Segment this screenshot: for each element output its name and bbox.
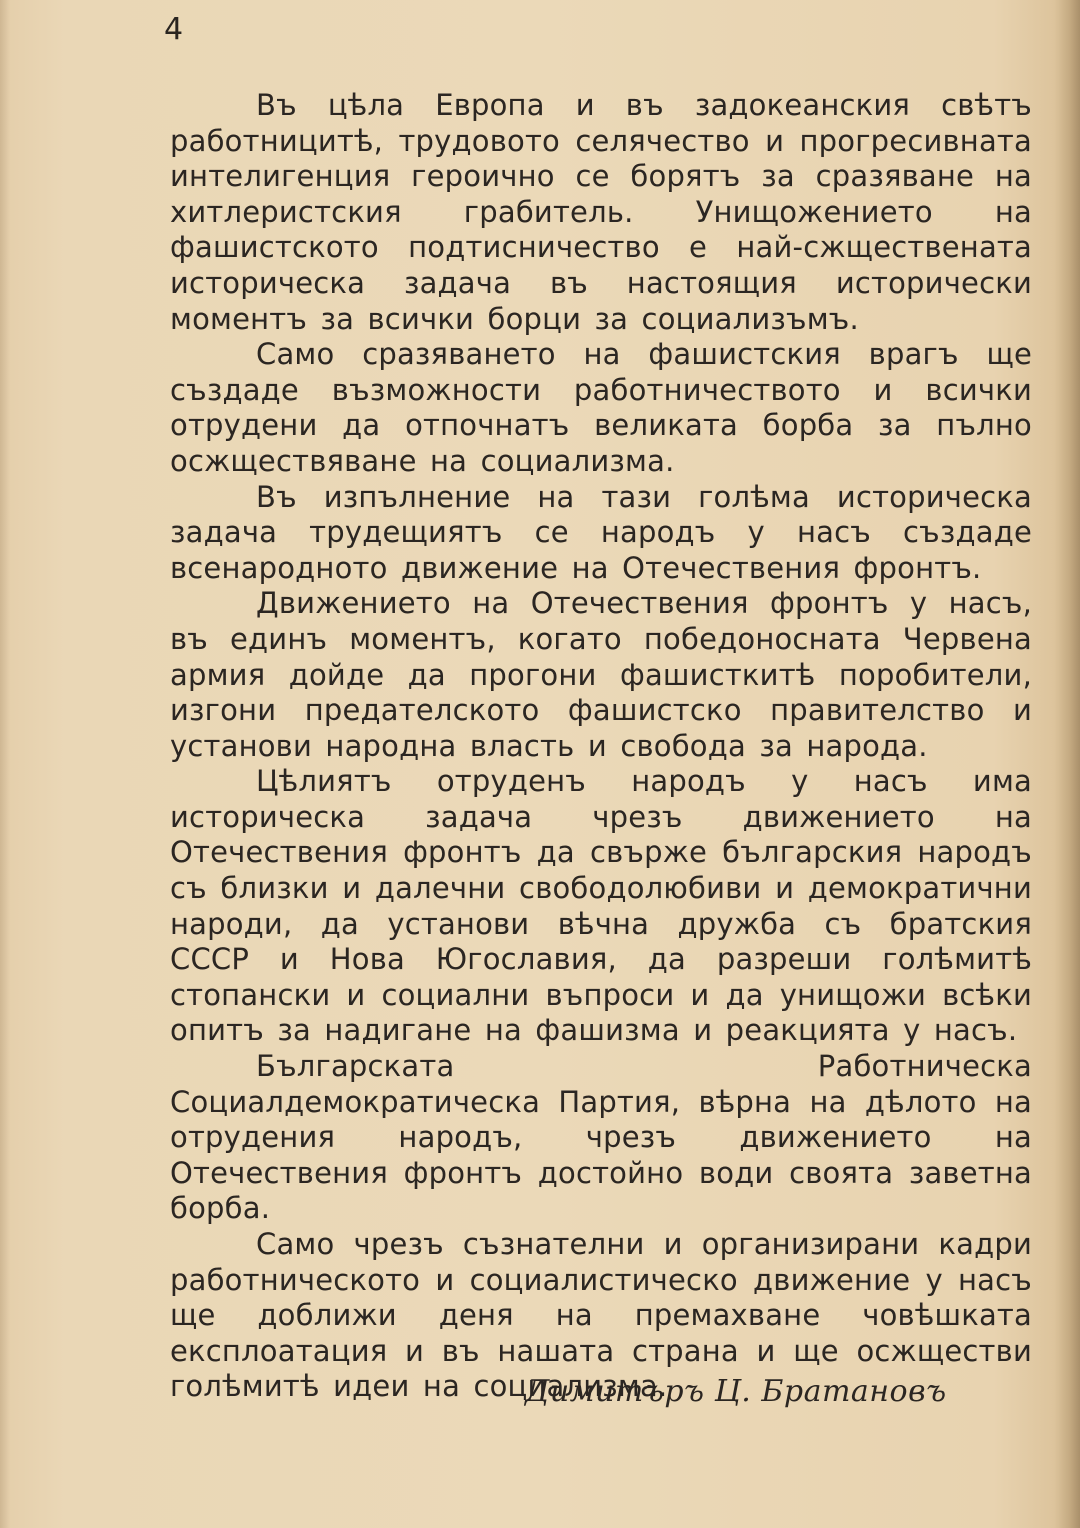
page-left-edge <box>0 0 10 1528</box>
paragraph-3: Въ изпълнение на тази голѣма историческа задача трудещиятъ се народъ у насъ създаде всенародното движение на Отечествения фронтъ. <box>170 479 1032 585</box>
paragraph-5: Цѣлиятъ отруденъ народъ у насъ има историческа задача чрезъ движението на Отечествения фронтъ да свърже българския народъ съ близки и далечни свободолюбиви и демократични народи, да установи вѣчна дружба съ братския СССР и Нова Югославия, да разреши голѣмитѣ стопански и социални въпроси и да унищожи всѣки опитъ за надигане на фашизма и реакцията у насъ. <box>170 764 1032 1048</box>
body-text <box>170 88 1032 1405</box>
paragraph-2: Само сразяването на фашистския врагъ ще създаде възможности работничеството и всички отрудени да отпочнатъ великата борба за пълно осжществяване на социализма. <box>170 337 1032 478</box>
page-number: 4 <box>164 12 184 47</box>
paragraph-6: Българската Работническа Социалдемократическа Партия, вѣрна на дѣлото на отрудения народъ, чрезъ движението на Отечествения фронтъ достойно води своята заветна борба. <box>170 1049 1032 1226</box>
paragraph-1: Въ цѣла Европа и въ задокеанския свѣтъ работницитѣ, трудовото селячество и прогресивната интелигенция героично се борятъ за сразяване на хитлеристския грабитель. Унищожението на фашистското подтисничество е най-сжществената историческа задача въ настоящия исторически моментъ за всички борци за социализъмъ. <box>170 88 1032 336</box>
paragraph-4: Движението на Отечествения фронтъ у насъ, въ единъ моментъ, когато победоносната Червена армия дойде да прогони фашисткитѣ поробители, изгони предателското фашистско правителство и установи народна власть и свобода за народа. <box>170 586 1032 763</box>
page-right-edge <box>1054 0 1080 1528</box>
paragraph-7: Само чрезъ съзнателни и организирани кадри работническото и социалистическо движение у насъ ще доближи деня на премахване човѣшката експлоатация и въ нашата страна и ще осжществи голѣмитѣ идеи на социализма. <box>170 1227 1032 1404</box>
author-signature: Димитъръ Ц. Братановъ <box>525 1374 947 1409</box>
